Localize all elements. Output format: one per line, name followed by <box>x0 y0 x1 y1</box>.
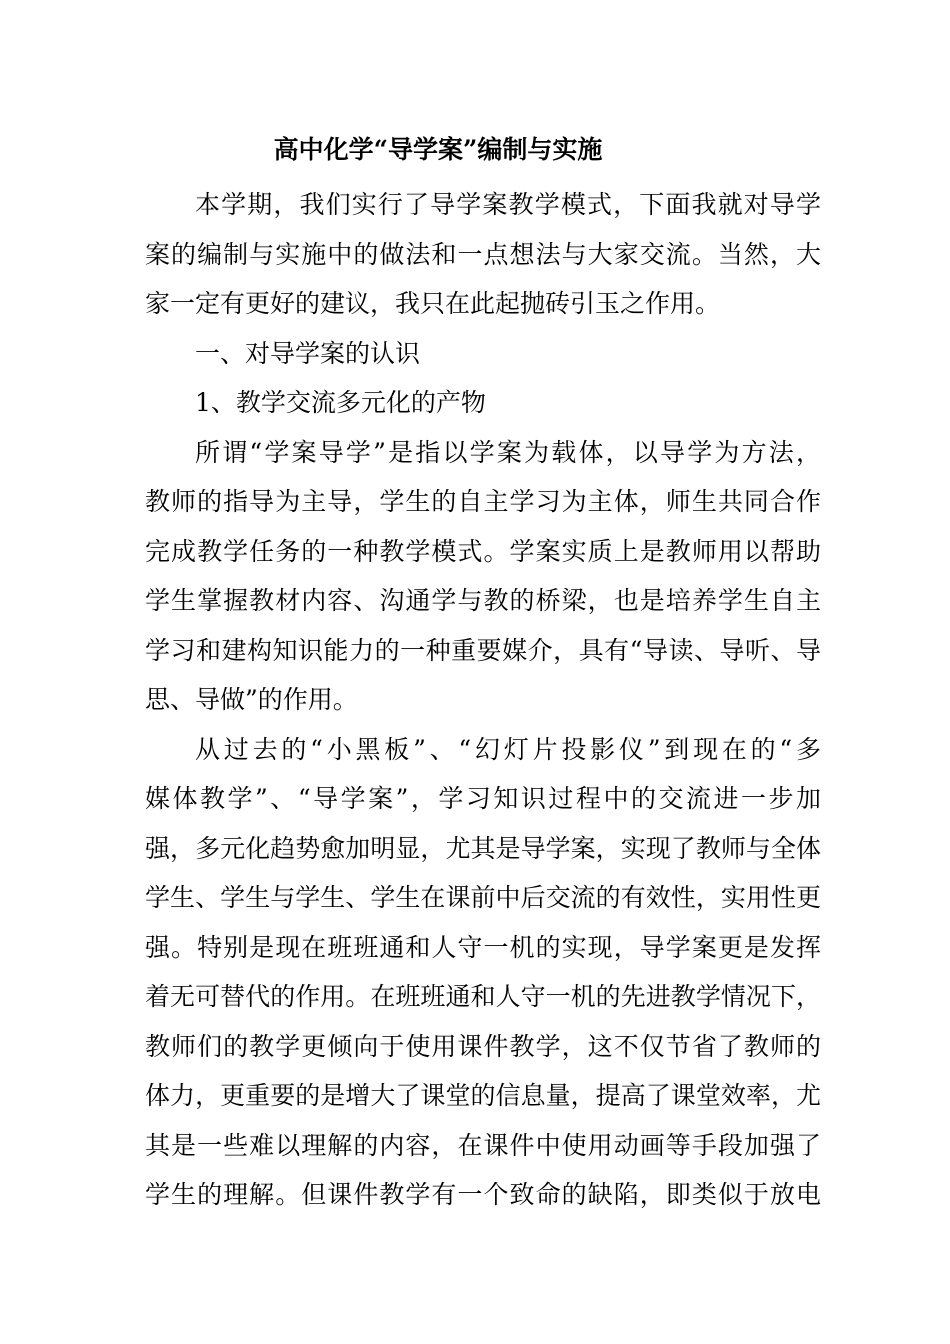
text-line: 媒体教学”、“导学案”，学习知识过程中的交流进一步加 <box>145 784 821 813</box>
text-line: 学习和建构知识能力的一种重要媒介，具有“导读、导听、导 <box>145 635 821 665</box>
text-line: 其是一些难以理解的内容，在课件中使用动画等手段加强了 <box>145 1130 821 1160</box>
text-line: 案的编制与实施中的做法和一点想法与大家交流。当然，大 <box>145 239 821 269</box>
text-line: 强，多元化趋势愈加明显，尤其是导学案，实现了教师与全体 <box>145 833 821 863</box>
text-line: 教师的指导为主导，学生的自主学习为主体，师生共同合作 <box>145 487 821 516</box>
subsection-heading: 1、教学交流多元化的产物 <box>195 388 486 417</box>
text-line: 学生的理解。但课件教学有一个致命的缺陷，即类似于放电 <box>145 1180 821 1209</box>
section-heading: 一、对导学案的认识 <box>195 338 421 368</box>
document-body <box>145 180 821 1220</box>
text-line: 本学期，我们实行了导学案教学模式，下面我就对导学 <box>195 190 821 219</box>
text-line: 着无可替代的作用。在班班通和人守一机的先进教学情况下， <box>145 982 821 1011</box>
text-line: 家一定有更好的建议，我只在此起抛砖引玉之作用。 <box>145 289 721 318</box>
text-line: 学生、学生与学生、学生在课前中后交流的有效性，实用性更 <box>145 883 821 912</box>
text-line: 学生掌握教材内容、沟通学与教的桥梁，也是培养学生自主 <box>145 586 821 615</box>
text-line: 教师们的教学更倾向于使用课件教学，这不仅节省了教师的 <box>145 1031 821 1061</box>
text-line: 体力，更重要的是增大了课堂的信息量，提高了课堂效率，尤 <box>145 1081 821 1110</box>
text-line: 从过去的“小黑板”、“幻灯片投影仪”到现在的“多 <box>195 734 821 764</box>
text-line: 所谓“学案导学”是指以学案为载体，以导学为方法， <box>195 437 821 467</box>
text-line: 思、导做”的作用。 <box>145 685 358 714</box>
text-line: 完成教学任务的一种教学模式。学案实质上是教师用以帮助 <box>145 536 821 566</box>
text-line: 强。特别是现在班班通和人守一机的实现，导学案更是发挥 <box>145 932 821 962</box>
document-title: 高中化学“导学案”编制与实施 <box>273 135 603 164</box>
